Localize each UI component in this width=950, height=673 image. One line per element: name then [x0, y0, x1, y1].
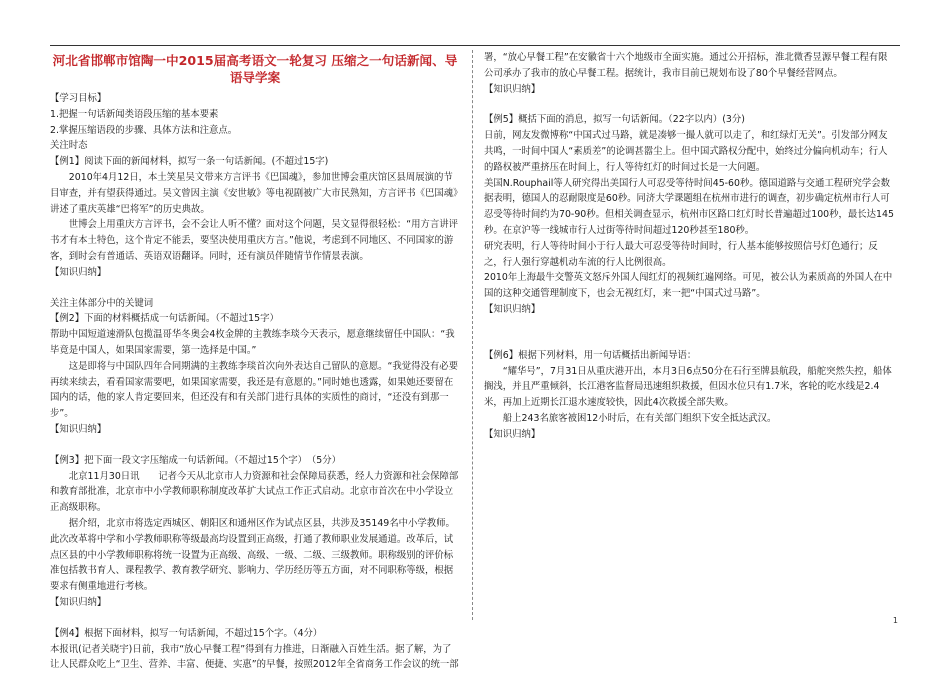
knowledge-summary-label: 【知识归纳】 — [484, 302, 894, 318]
example-6-title: 【例6】根据下列材料，用一句话概括出新闻导语： — [484, 348, 894, 364]
knowledge-summary-label: 【知识归纳】 — [484, 427, 894, 443]
knowledge-summary-label: 【知识归纳】 — [484, 82, 894, 98]
example-2-paragraph: 帮助中国短道速滑队包揽温哥华冬奥会4枚金牌的主教练李琰今天表示，愿意继续留任中国队：“我毕竟是中国人，如果国家需要，第一选择是中国。” — [50, 327, 460, 359]
knowledge-summary-label: 【知识归纳】 — [50, 265, 460, 281]
example-5-paragraph: 日前，网友发微博称“中国式过马路，就是凑够一撮人就可以走了，和红绿灯无关”。引发部分网友共鸣，一时间中国人“素质差”的论调甚嚣尘上。但中国式路权分配中，始终过分偏向机动车；行人的路权被严重挤压在时间上，行人等待红灯的时间过长是一大问题。 — [484, 128, 894, 175]
example-1-paragraph: 世博会上用重庆方言评书，会不会让人听不懂？面对这个问题，吴文显得很轻松：“用方言讲评书才有本土特色，这个肯定不能丢，要坚决使用重庆方言。”他说，考虑到不同地区、不同国家的游客，到时会有普通话、英语双语翻译。同时，还有演员伴随情节作情景表演。 — [50, 217, 460, 264]
example-4-title: 【例4】根据下面材料，拟写一句话新闻，不超过15个字。（4分） — [50, 626, 460, 642]
example-5-paragraph: 2010年上海最牛交警英文怒斥外国人闯红灯的视频红遍网络。可见，被公认为素质高的外国人在中国的这种交通管理制度下，也会无视红灯，来一把“中国式过马路”。 — [484, 270, 894, 302]
example-2-paragraph: 这是即将与中国队四年合同期满的主教练李琰首次向外表达自己留队的意愿。“我觉得没有必要再续来续去，看看国家需要吧，如果国家需要，我还是有意愿的。”同时她也透露，如果她还要留在国内的话，他的家人肯定要回来，但还没有和有关部门进行具体的实质性的商讨，“还没有到那一步”。 — [50, 359, 460, 422]
example-3-title: 【例3】把下面一段文字压缩成一句话新闻。（不超过15个字） （5分） — [50, 453, 460, 469]
example-2-title: 【例2】下面的材料概括成一句话新闻。（不超过15字） — [50, 311, 460, 327]
knowledge-summary-label: 【知识归纳】 — [50, 422, 460, 438]
section-heading-keywords: 关注主体部分中的关键词 — [50, 296, 460, 312]
example-4-paragraph-continued: 署，“放心早餐工程”在安徽省十六个地级市全面实施。通过公开招标，淮北微香昱源早餐工程有限公司承办了我市的放心早餐工程。据统计，我市目前已规划布设了80个早餐经营网点。 — [484, 50, 894, 82]
example-3-paragraph: 据介绍，北京市将选定西城区、朝阳区和通州区作为试点区县，共涉及35149名中小学教师。此次改革将中学和小学教师职称等级最高均设置到正高级，打通了教师职业发展通道。改革后，试点区县的中小学教师职称将统一设置为正高级、高级、一级、二级、三级教师。职称级别的评价标准包括教书育人、课程教学、教育教学研究、影响力、学历经历等五方面，对不同职称等级，根据要求有侧重地进行考核。 — [50, 516, 460, 595]
knowledge-summary-label: 【知识归纳】 — [50, 595, 460, 611]
example-5-paragraph: 研究表明，行人等待时间小于行人最大可忍受等待时间时，行人基本能够按照信号灯色通行；反之，行人强行穿越机动车流的行人比例很高。 — [484, 239, 894, 271]
section-heading-tense: 关注时态 — [50, 138, 460, 154]
example-6-paragraph: 船上243名旅客被困12小时后，在有关部门组织下安全抵达武汉。 — [484, 411, 894, 427]
section-heading-goals: 【学习目标】 — [50, 91, 460, 107]
spacer — [50, 611, 460, 626]
goal-item: 1.把握一句话新闻类语段压缩的基本要素 — [50, 107, 460, 123]
goal-item: 2.掌握压缩语段的步骤、具体方法和注意点。 — [50, 123, 460, 139]
example-5-paragraph: 美国N.Rouphail等人研究得出美国行人可忍受等待时间45-60秒。德国道路与交通工程研究学会数据表明，德国人的忍耐限度是60秒。同济大学课题组在杭州市进行的调查，初步确定杭州市行人可忍受等待时间约为70-90秒。但相关调查显示，杭州市区路口红灯时长普遍超过100秒，最长达145秒。在京沪等一线城市行人过街等待时间超过120秒甚至180秒。 — [484, 176, 894, 239]
spacer — [484, 318, 894, 333]
example-5-title: 【例5】概括下面的消息，拟写一句话新闻。（22字以内）(3分) — [484, 112, 894, 128]
spacer — [484, 97, 894, 112]
spacer — [50, 281, 460, 296]
page-number: 1 — [893, 616, 898, 625]
example-4-paragraph: 本报讯(记者关晓宇)日前，我市“放心早餐工程”得到有力推进，日渐融入百姓生活。据了解，为了让人民群众吃上“卫生、营养、丰富、便捷、实惠”的早餐，按照2012年全省商务工作会议的统一部 — [50, 642, 460, 673]
document-title: 河北省邯郸市馆陶一中2015届高考语文一轮复习 压缩之一句话新闻、导语导学案 — [50, 52, 460, 86]
example-1-paragraph: 2010年4月12日，本土笑星吴文带来方言评书《巴国魂》，参加世博会重庆馆区县周展演的节目审查，并有望获得通过。吴文曾因主演《安世敏》等电视剧被广大市民熟知，方言评书《巴国魂》讲述了重庆英雄“巴将军”的历史典故。 — [50, 170, 460, 217]
example-6-paragraph: “耀华号”，7月31日从重庆港开出，本月3日6点50分在石行至牌县航段，船舵突然失控，船体搁浅，并且严重倾斜，长江港客监督局迅速组织救援，但因水位只有1.7米，客轮的吃水线是2.4米，再加上近期长江退水速度较快，因此4次救援全部失败。 — [484, 364, 894, 411]
right-column — [484, 50, 894, 615]
example-3-paragraph: 北京11月30日讯 记者今天从北京市人力资源和社会保障局获悉，经人力资源和社会保障部和教育部批准，北京市中小学教师职称制度改革扩大试点工作正式启动。北京市首次在中小学设立正高级职称。 — [50, 469, 460, 516]
spacer — [484, 333, 894, 348]
example-1-title: 【例1】阅读下面的新闻材料，拟写一条一句话新闻。(不超过15字) — [50, 154, 460, 170]
top-rule — [50, 45, 900, 46]
column-divider — [472, 50, 473, 620]
spacer — [50, 438, 460, 453]
left-column — [50, 50, 460, 615]
